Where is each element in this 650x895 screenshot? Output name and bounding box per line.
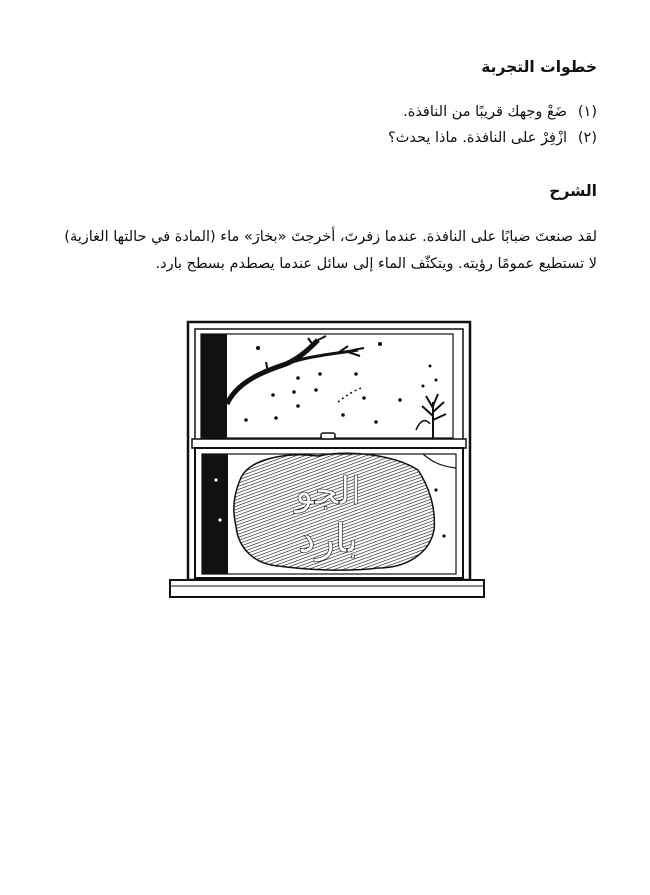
window-latch [321,433,335,439]
step-item [388,99,597,125]
fog-text-line1: الجو [294,469,362,513]
explanation-line: لا تستطيع عمومًا رؤيته. ويتكثّف الماء إلى سائل عندما يصطدم بسطح بارد. [155,256,597,272]
steps-heading: خطوات التجربة [481,58,597,76]
window-sill [170,580,484,597]
step-item [388,125,597,151]
step-text: ضَعْ وجهك قريبًا من النافذة. [403,104,567,120]
steps-list [388,99,597,151]
step-number: (١) [577,104,597,120]
explanation-heading: الشرح [549,182,597,200]
explanation-paragraph [49,224,597,278]
step-number: (٢) [577,130,597,146]
fog-text-line2: بارد [297,516,359,562]
explanation-line: لقد صنعتَ ضبابًا على النافذة. عندما زفرتَ، أخرجتَ «بخارَ» ماء (المادة في حالتها الغازية) [64,229,597,245]
foggy-window-illustration [168,320,486,602]
step-text: ازْفِرْ على النافذة. ماذا يحدث؟ [388,130,567,146]
